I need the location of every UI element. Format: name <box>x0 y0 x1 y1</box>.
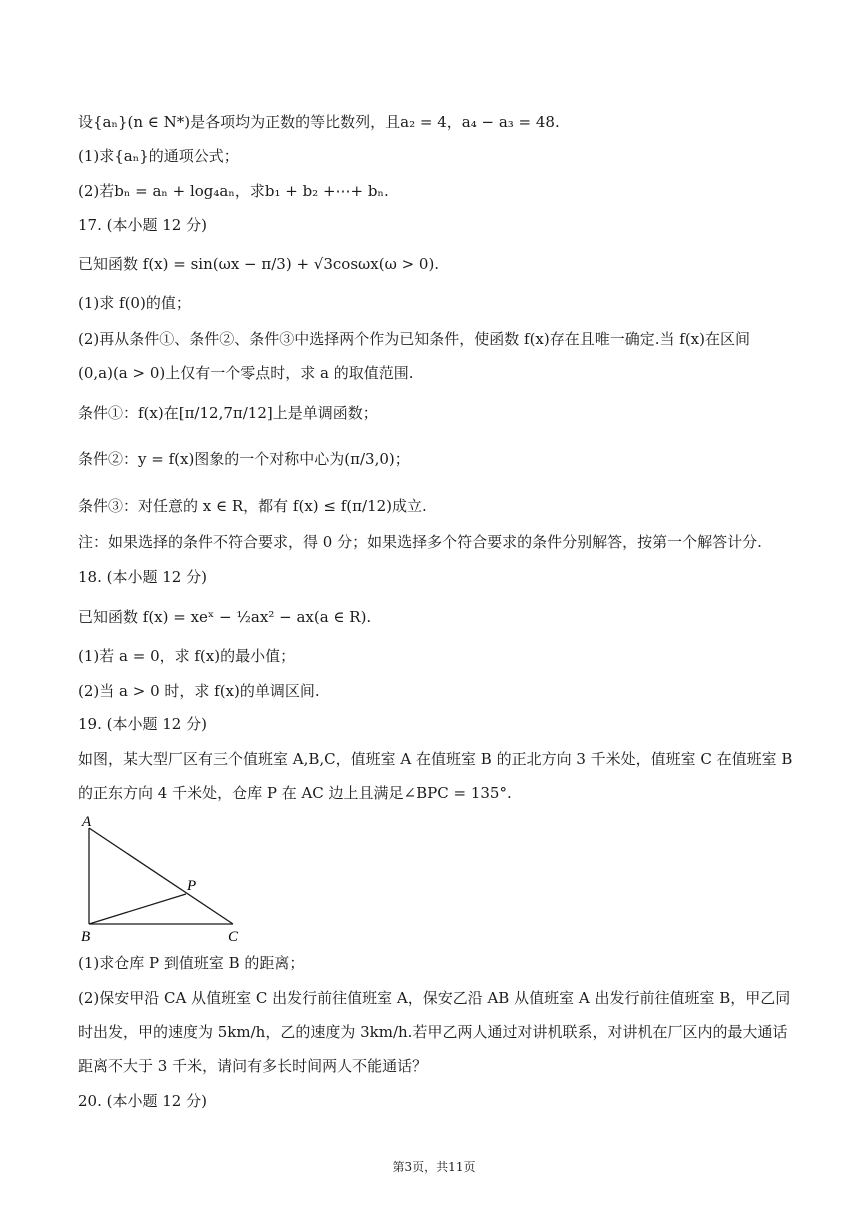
p19-stem-line2: 的正东方向 4 千米处，仓库 P 在 AC 边上且满足∠BPC = 135°. <box>78 784 512 802</box>
p17-q1: (1)求 f(0)的值； <box>78 294 191 312</box>
segment-bp <box>89 894 186 924</box>
segment-ac <box>89 828 233 924</box>
p17-condition-3: 条件③：对任意的 x ∈ R，都有 f(x) ≤ f(π/12)成立. <box>78 497 427 515</box>
p20-header: 20. (本小题 12 分) <box>78 1092 207 1110</box>
p17-note: 注：如果选择的条件不符合要求，得 0 分；如果选择多个符合要求的条件分别解答，按第一个解答计分. <box>78 533 762 551</box>
p19-q1: (1)求仓库 P 到值班室 B 的距离； <box>78 954 305 972</box>
p16-q2: (2)若bₙ = aₙ + log₄aₙ，求b₁ + b₂ +⋯+ bₙ. <box>78 182 389 200</box>
p19-stem-line1: 如图，某大型厂区有三个值班室 A,B,C，值班室 A 在值班室 B 的正北方向 3 千米处，值班室 C 在值班室 B <box>78 750 793 768</box>
page-footer: 第3页，共11页 <box>392 1160 476 1174</box>
p17-stem: 已知函数 f(x) = sin(ωx − π/3) + √3cosωx(ω > 0). <box>78 255 440 273</box>
p17-q2-line2: (0,a)(a > 0)上仅有一个零点时，求 a 的取值范围. <box>78 364 414 382</box>
p19-q2-line3: 距离不大于 3 千米，请问有多长时间两人不能通话？ <box>78 1057 428 1075</box>
p18-stem: 已知函数 f(x) = xeˣ − ½ax² − ax(a ∈ R). <box>78 608 372 626</box>
label-p: P <box>187 878 197 894</box>
p17-condition-1: 条件①：f(x)在[π/12,7π/12]上是单调函数； <box>78 404 378 422</box>
triangle-figure <box>78 810 258 950</box>
p18-q2: (2)当 a > 0 时，求 f(x)的单调区间. <box>78 682 320 700</box>
label-b: B <box>81 929 91 945</box>
p18-q1: (1)若 a = 0，求 f(x)的最小值； <box>78 647 296 665</box>
p17-condition-2: 条件②：y = f(x)图象的一个对称中心为(π/3,0)； <box>78 450 410 468</box>
p18-header: 18. (本小题 12 分) <box>78 568 207 586</box>
p19-header: 19. (本小题 12 分) <box>78 715 207 733</box>
p16-q1: (1)求{aₙ}的通项公式； <box>78 147 239 165</box>
label-a: A <box>82 814 92 830</box>
p17-header: 17. (本小题 12 分) <box>78 216 207 234</box>
p17-q2-line1: (2)再从条件①、条件②、条件③中选择两个作为已知条件，使函数 f(x)存在且唯一确定.当 f(x)在区间 <box>78 330 750 348</box>
p19-q2-line1: (2)保安甲沿 CA 从值班室 C 出发行前往值班室 A，保安乙沿 AB 从值班室 A 出发行前往值班室 B，甲乙同 <box>78 989 791 1007</box>
p19-q2-line2: 时出发，甲的速度为 5km/h，乙的速度为 3km/h.若甲乙两人通过对讲机联系，对讲机在厂区内的最大通话 <box>78 1023 788 1041</box>
label-c: C <box>228 929 239 945</box>
p16-stem: 设{aₙ}(n ∈ N*)是各项均为正数的等比数列，且a₂ = 4，a₄ − a₃ = 48. <box>78 113 560 131</box>
